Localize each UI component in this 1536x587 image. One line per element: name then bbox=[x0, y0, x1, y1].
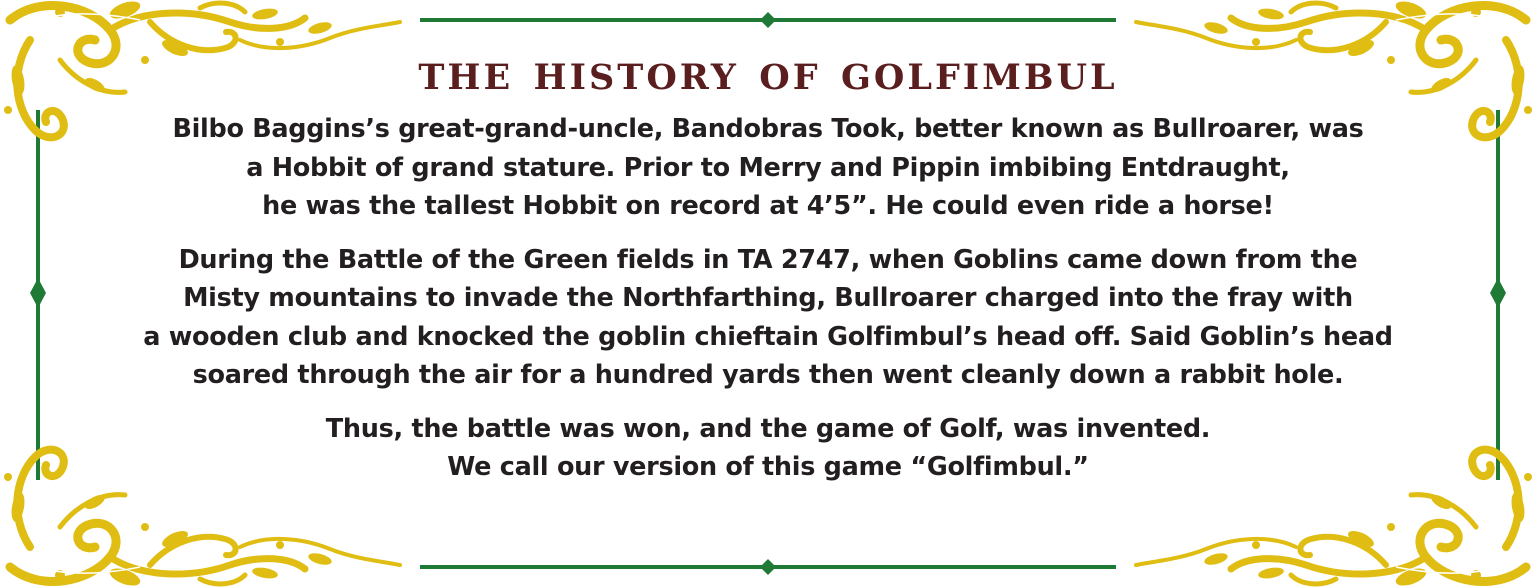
page-title: the history of golfimbul bbox=[418, 42, 1118, 101]
history-panel bbox=[60, 40, 1476, 502]
text-line: Misty mountains to invade the Northfarthing, Bullroarer charged into the fray with bbox=[183, 283, 1353, 313]
text-line: Thus, the battle was won, and the game of Golf, was invented. bbox=[325, 413, 1211, 444]
text-line: We call our version of this game “Golfimbul.” bbox=[447, 452, 1089, 482]
text-line: a wooden club and knocked the goblin chieftain Golfimbul’s head off. Said Goblin’s head bbox=[143, 321, 1393, 352]
text-line: a Hobbit of grand stature. Prior to Merry and Pippin imbibing Entdraught, bbox=[246, 152, 1290, 183]
bottom-diamond-ornament bbox=[760, 559, 776, 575]
left-diamond-ornament bbox=[30, 278, 46, 308]
paragraph-conclusion bbox=[60, 410, 1476, 487]
text-line: soared through the air for a hundred yards then went cleanly down a rabbit hole. bbox=[192, 360, 1344, 390]
paragraph-battle bbox=[60, 241, 1476, 395]
top-diamond-ornament bbox=[760, 12, 776, 28]
text-line: During the Battle of the Green fields in TA 2747, when Goblins came down from the bbox=[178, 244, 1358, 275]
paragraph-bullroarer bbox=[60, 110, 1476, 226]
text-line: he was the tallest Hobbit on record at 4’5”. He could even ride a horse! bbox=[262, 191, 1274, 221]
text-line: Bilbo Baggins’s great-grand-uncle, Bandobras Took, better known as Bullroarer, was bbox=[172, 114, 1364, 144]
right-diamond-ornament bbox=[1490, 278, 1506, 308]
